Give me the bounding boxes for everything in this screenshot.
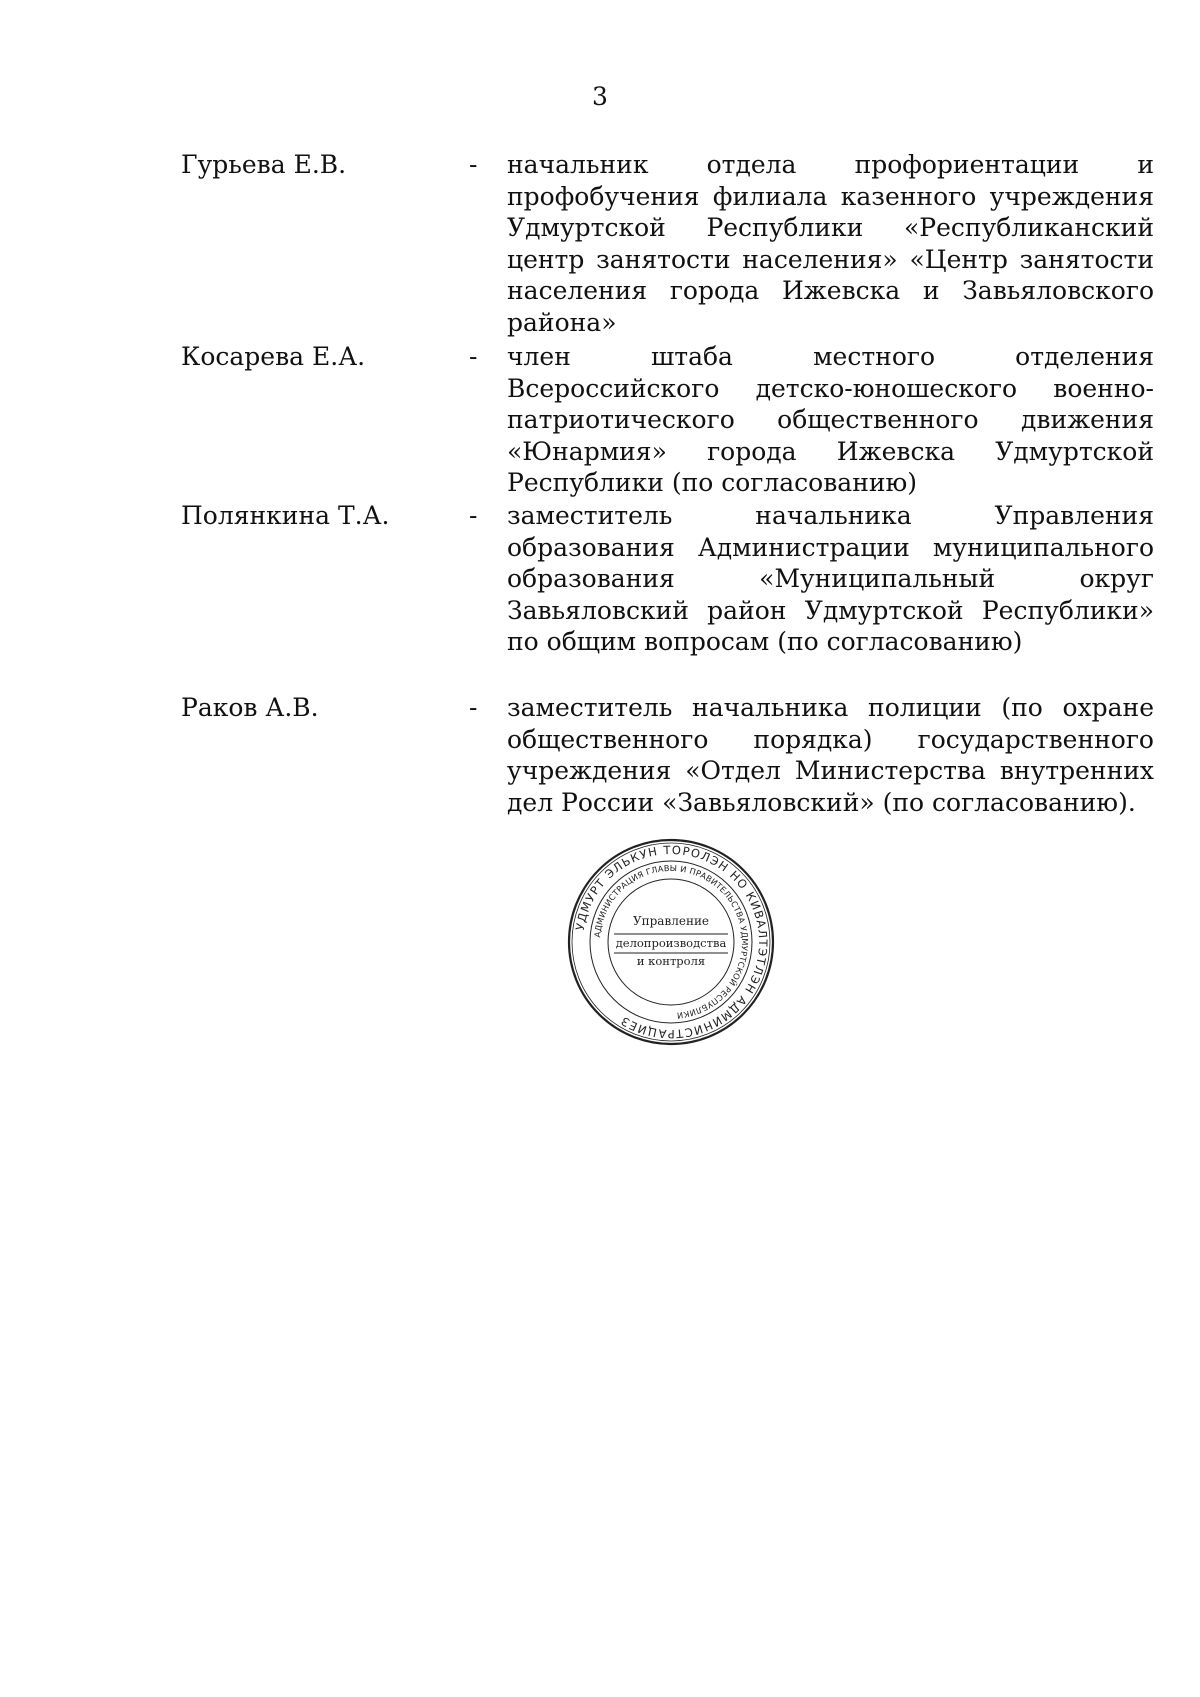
separator-dash: -: [469, 501, 478, 530]
seal-inner-text: АДМИНИСТРАЦИЯ ГЛАВЫ И ПРАВИТЕЛЬСТВА УДМУРТСКОЙ РЕСПУБЛИКИ: [592, 862, 751, 1021]
member-name: Полянкина Т.А.: [181, 501, 390, 530]
member-name: Косарева Е.А.: [181, 342, 366, 371]
seal-center-line-1: Управление: [632, 914, 710, 928]
member-position: заместитель начальника полиции (по охране общественного порядка) государственного учреждения «Отдел Министерства внутренних дел России «Завьяловский» (по согласованию).: [507, 693, 1154, 817]
member-position: член штаба местного отделения Всероссийского детско-юношеского военно-патриотического общественного движения «Юнармия» города Ижевска Удмуртской Республики (по согласованию): [507, 342, 1154, 497]
page-number: 3: [592, 82, 608, 111]
seal-center-line-2: делопроизводства: [615, 936, 727, 950]
seal-center-line-3: и контроля: [636, 954, 706, 968]
member-position: заместитель начальника Управления образования Администрации муниципального образования «Муниципальный округ Завьяловский район Удмуртской Республики» по общим вопросам (по согласованию): [507, 501, 1154, 656]
member-name: Гурьева Е.В.: [181, 150, 347, 179]
separator-dash: -: [469, 693, 478, 722]
separator-dash: -: [469, 150, 478, 179]
separator-dash: -: [469, 342, 478, 371]
member-position: начальник отдела профориентации и профобучения филиала казенного учреждения Удмуртской Республики «Республиканский центр занятости населения» «Центр занятости населения города Ижевска и Завьяловского района»: [507, 150, 1154, 337]
member-name: Раков А.В.: [181, 693, 319, 722]
official-seal: [566, 837, 776, 1047]
seal-outer-text: УДМУРТ ЭЛЬКУН ТОРОЛЭН НО КИВАЛТЭТЛЭН АДМИНИСТРАЦИЕЗ: [572, 842, 771, 1042]
